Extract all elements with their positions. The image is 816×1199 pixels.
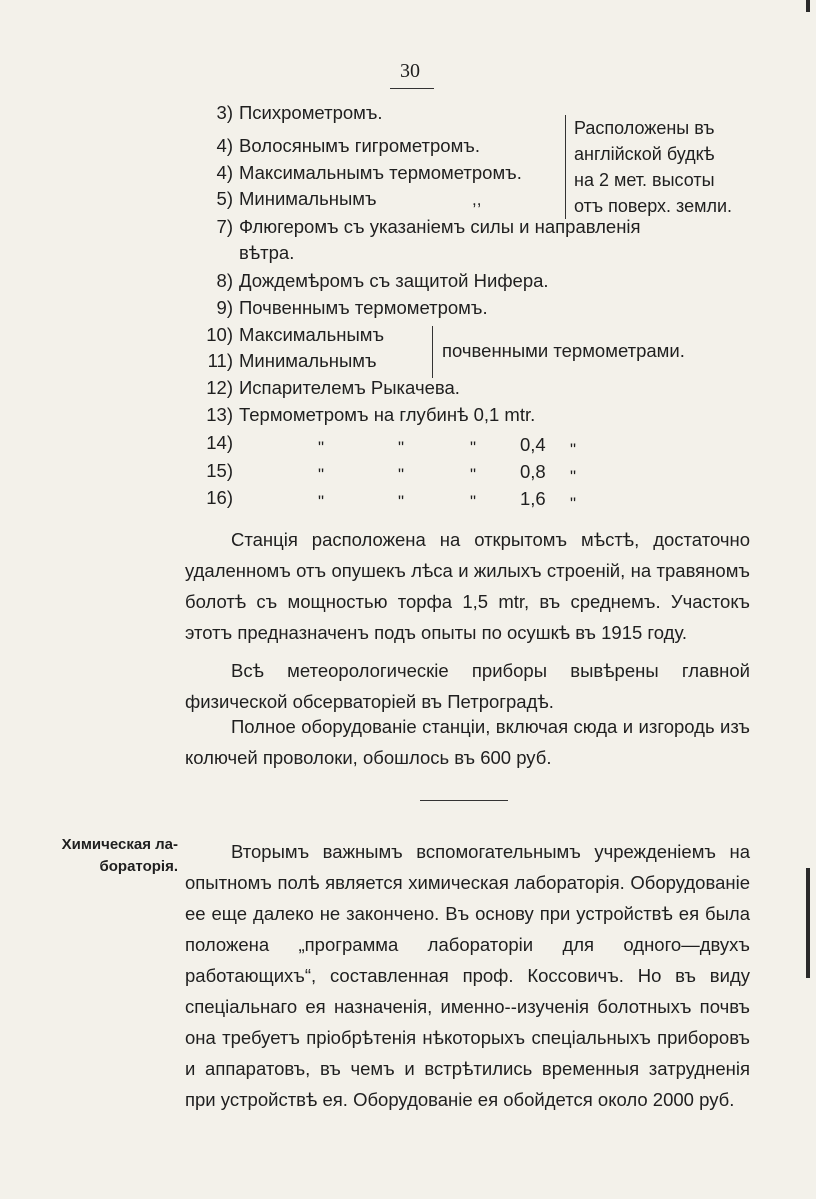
ditto-mark: ,, <box>472 190 482 209</box>
ditto-mark: " <box>570 494 577 513</box>
brace-note-line: англійской будкѣ <box>574 144 715 164</box>
depth-value: 1,6 <box>520 488 546 509</box>
paragraph-station <box>185 524 750 648</box>
page-edge-mark <box>806 868 810 978</box>
instrument-item: 14) <box>206 432 233 453</box>
instrument-item: 8) Дождемѣромъ съ защитой Нифера. <box>216 270 549 291</box>
paragraph-equipment-cost <box>185 711 750 773</box>
brace-note-line: на 2 мет. высоты <box>574 170 715 190</box>
ditto-mark: " <box>318 438 325 457</box>
ditto-mark: " <box>398 492 405 511</box>
ditto-mark: " <box>570 467 577 486</box>
page-number: 30 <box>400 60 420 82</box>
ditto-mark: " <box>398 465 405 484</box>
brace-note-booth <box>565 115 774 219</box>
page-number-rule <box>390 88 434 89</box>
instrument-item: 15) <box>206 460 233 481</box>
margin-heading: Химическая лабораторія. <box>61 836 178 875</box>
ditto-mark: " <box>398 438 405 457</box>
ditto-mark: " <box>570 440 577 459</box>
ditto-mark: " <box>470 465 477 484</box>
instrument-item: 7) Флюгеромъ съ указаніемъ силы и направленія <box>216 216 641 237</box>
paragraph-lab <box>185 836 750 1115</box>
section-separator <box>420 800 508 801</box>
instrument-item: 3) Психрометромъ. <box>216 102 383 123</box>
instrument-item: 11) Минимальнымъ <box>207 350 377 371</box>
depth-value: 0,8 <box>520 461 546 482</box>
instrument-item: вѣтра. <box>239 242 295 263</box>
paragraph-text: Полное оборудованіе станціи, включая сюда и изгородь изъ колючей проволоки, обошлось въ 600 руб. <box>185 716 750 768</box>
brace-soil-text: почвенными термометрами. <box>442 340 685 361</box>
instrument-item: 12) Испарителемъ Рыкачева. <box>206 377 460 398</box>
page-edge-mark <box>806 0 810 12</box>
ditto-mark: " <box>318 465 325 484</box>
brace-note-line: отъ поверх. земли. <box>574 196 733 216</box>
instrument-item: 13) Термометромъ на глубинѣ 0,1 mtr. <box>206 404 536 425</box>
instrument-item: 5) Минимальнымъ <box>216 188 377 209</box>
paragraph-instruments-verified <box>185 655 750 717</box>
paragraph-text: Вторымъ важнымъ вспомогательнымъ учрежденіемъ на опытномъ полѣ является химическая лабораторія. Оборудованіе ее еще далеко не закончено. Въ основу при устройствѣ ея была положена „программа лабораторіи для одного—двухъ работающихъ“, составленная проф. Коссовичъ. Но въ виду спеціальнаго ея назначенія, именно--изученія болотныхъ почвъ она требуетъ пріобрѣтенія нѣкоторыхъ спеціальныхъ приборовъ и аппаратовъ, въ чемъ и встрѣтились временныя затрудненія при устройствѣ ея. Оборудованіе ея обойдется около 2000 руб. <box>185 841 750 1110</box>
ditto-mark: " <box>470 438 477 457</box>
instrument-item: 10) Максимальнымъ <box>206 324 385 345</box>
brace-note-line: Расположены въ <box>574 118 715 138</box>
paragraph-text: Станція расположена на открытомъ мѣстѣ, достаточно удаленномъ отъ опушекъ лѣса и жилыхъ строеній, на травяномъ болотѣ съ мощностью торфа 1,5 mtr, въ среднемъ. Участокъ этотъ предназначенъ подъ опыты по осушкѣ въ 1915 году. <box>185 529 750 643</box>
instrument-item: 4) Волосянымъ гигрометромъ. <box>216 135 480 156</box>
instrument-item: 9) Почвеннымъ термометромъ. <box>216 297 488 318</box>
depth-value: 0,4 <box>520 434 546 455</box>
ditto-mark: " <box>318 492 325 511</box>
ditto-mark: " <box>470 492 477 511</box>
brace-soil <box>432 326 433 378</box>
instrument-item: 16) <box>206 487 233 508</box>
instrument-item: 4) Максимальнымъ термометромъ. <box>216 162 522 183</box>
paragraph-text: Всѣ метеорологическіе приборы вывѣрены главной физической обсерваторіей въ Петроградѣ. <box>185 660 750 712</box>
